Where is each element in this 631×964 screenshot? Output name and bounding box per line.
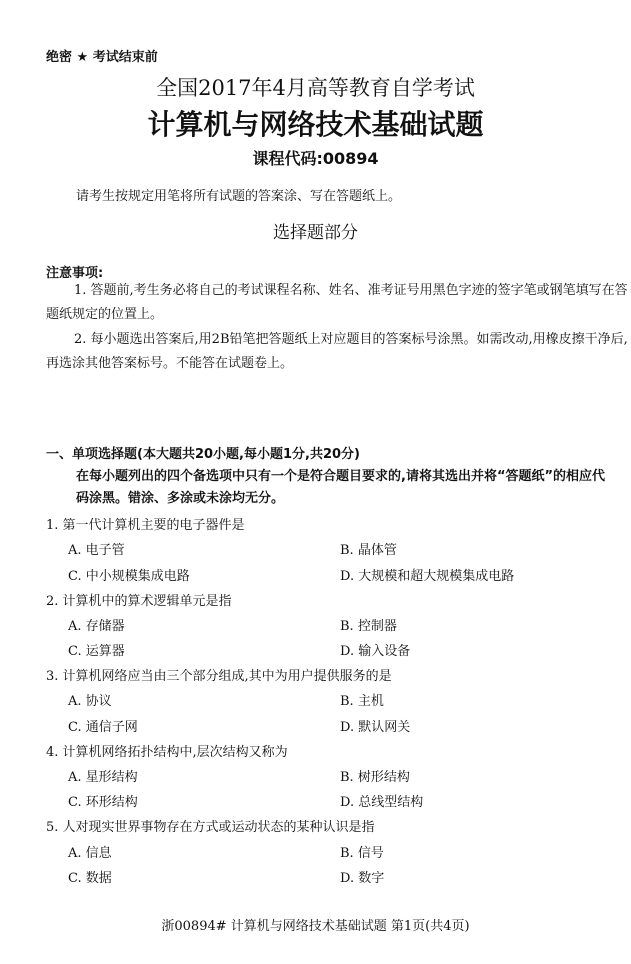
option-c: C. 环形结构 [68, 795, 138, 810]
note-item: 2. 每小题选出答案后,用2B铅笔把答题纸上对应题目的答案标号涂黑。如需改动,用橡皮擦干净后,再选涂其他答案标号。不能答在试题卷上。 [46, 332, 628, 371]
option-a: A. 星形结构 [68, 770, 138, 785]
option-b: B. 控制器 [340, 619, 397, 634]
instruction: 请考生按规定用笔将所有试题的答案涂、写在答题纸上。 [76, 189, 402, 204]
exam-line: 全国2017年4月高等教育自学考试 [156, 76, 475, 100]
option-b: B. 晶体管 [340, 543, 397, 558]
section-title: 选择题部分 [273, 223, 358, 243]
part-heading: 一、单项选择题(本大题共20小题,每小题1分,共20分) [46, 447, 360, 462]
page-title: 计算机与网络技术基础试题 [147, 108, 484, 141]
option-d: D. 输入设备 [340, 644, 411, 659]
option-d: D. 数字 [340, 871, 385, 886]
option-a: A. 协议 [68, 694, 112, 709]
question-stem: 2. 计算机中的算术逻辑单元是指 [46, 594, 232, 609]
option-d: D. 总线型结构 [340, 795, 424, 810]
confidential-label: 绝密 ★ 考试结束前 [46, 50, 158, 65]
option-d: D. 大规模和超大规模集成电路 [340, 569, 515, 584]
notes-heading: 注意事项: [46, 266, 104, 281]
question-stem: 5. 人对现实世界事物存在方式或运动状态的某种认识是指 [46, 820, 375, 835]
option-b: B. 信号 [340, 846, 384, 861]
option-a: A. 电子管 [68, 543, 125, 558]
option-b: B. 主机 [340, 694, 384, 709]
option-c: C. 通信子网 [68, 720, 138, 735]
option-c: C. 数据 [68, 871, 112, 886]
course-code: 课程代码:00894 [252, 149, 379, 168]
option-c: C. 中小规模集成电路 [68, 569, 190, 584]
option-a: A. 存储器 [68, 619, 125, 634]
option-b: B. 树形结构 [340, 770, 410, 785]
question-stem: 4. 计算机网络拓扑结构中,层次结构又称为 [46, 745, 288, 760]
option-c: C. 运算器 [68, 644, 125, 659]
question-stem: 1. 第一代计算机主要的电子器件是 [46, 518, 245, 533]
question-stem: 3. 计算机网络应当由三个部分组成,其中为用户提供服务的是 [46, 669, 392, 684]
option-a: A. 信息 [68, 846, 112, 861]
note-item: 1. 答题前,考生务必将自己的考试课程名称、姓名、准考证号用黑色字迹的签字笔或钢笔填写在答题纸规定的位置上。 [46, 283, 628, 322]
option-d: D. 默认网关 [340, 720, 411, 735]
part-description: 在每小题列出的四个备选项中只有一个是符合题目要求的,请将其选出并将“答题纸”的相应代码涂黑。错涂、多涂或未涂均无分。 [76, 469, 606, 506]
page-footer: 浙00894# 计算机与网络技术基础试题 第1页(共4页) [161, 919, 470, 934]
